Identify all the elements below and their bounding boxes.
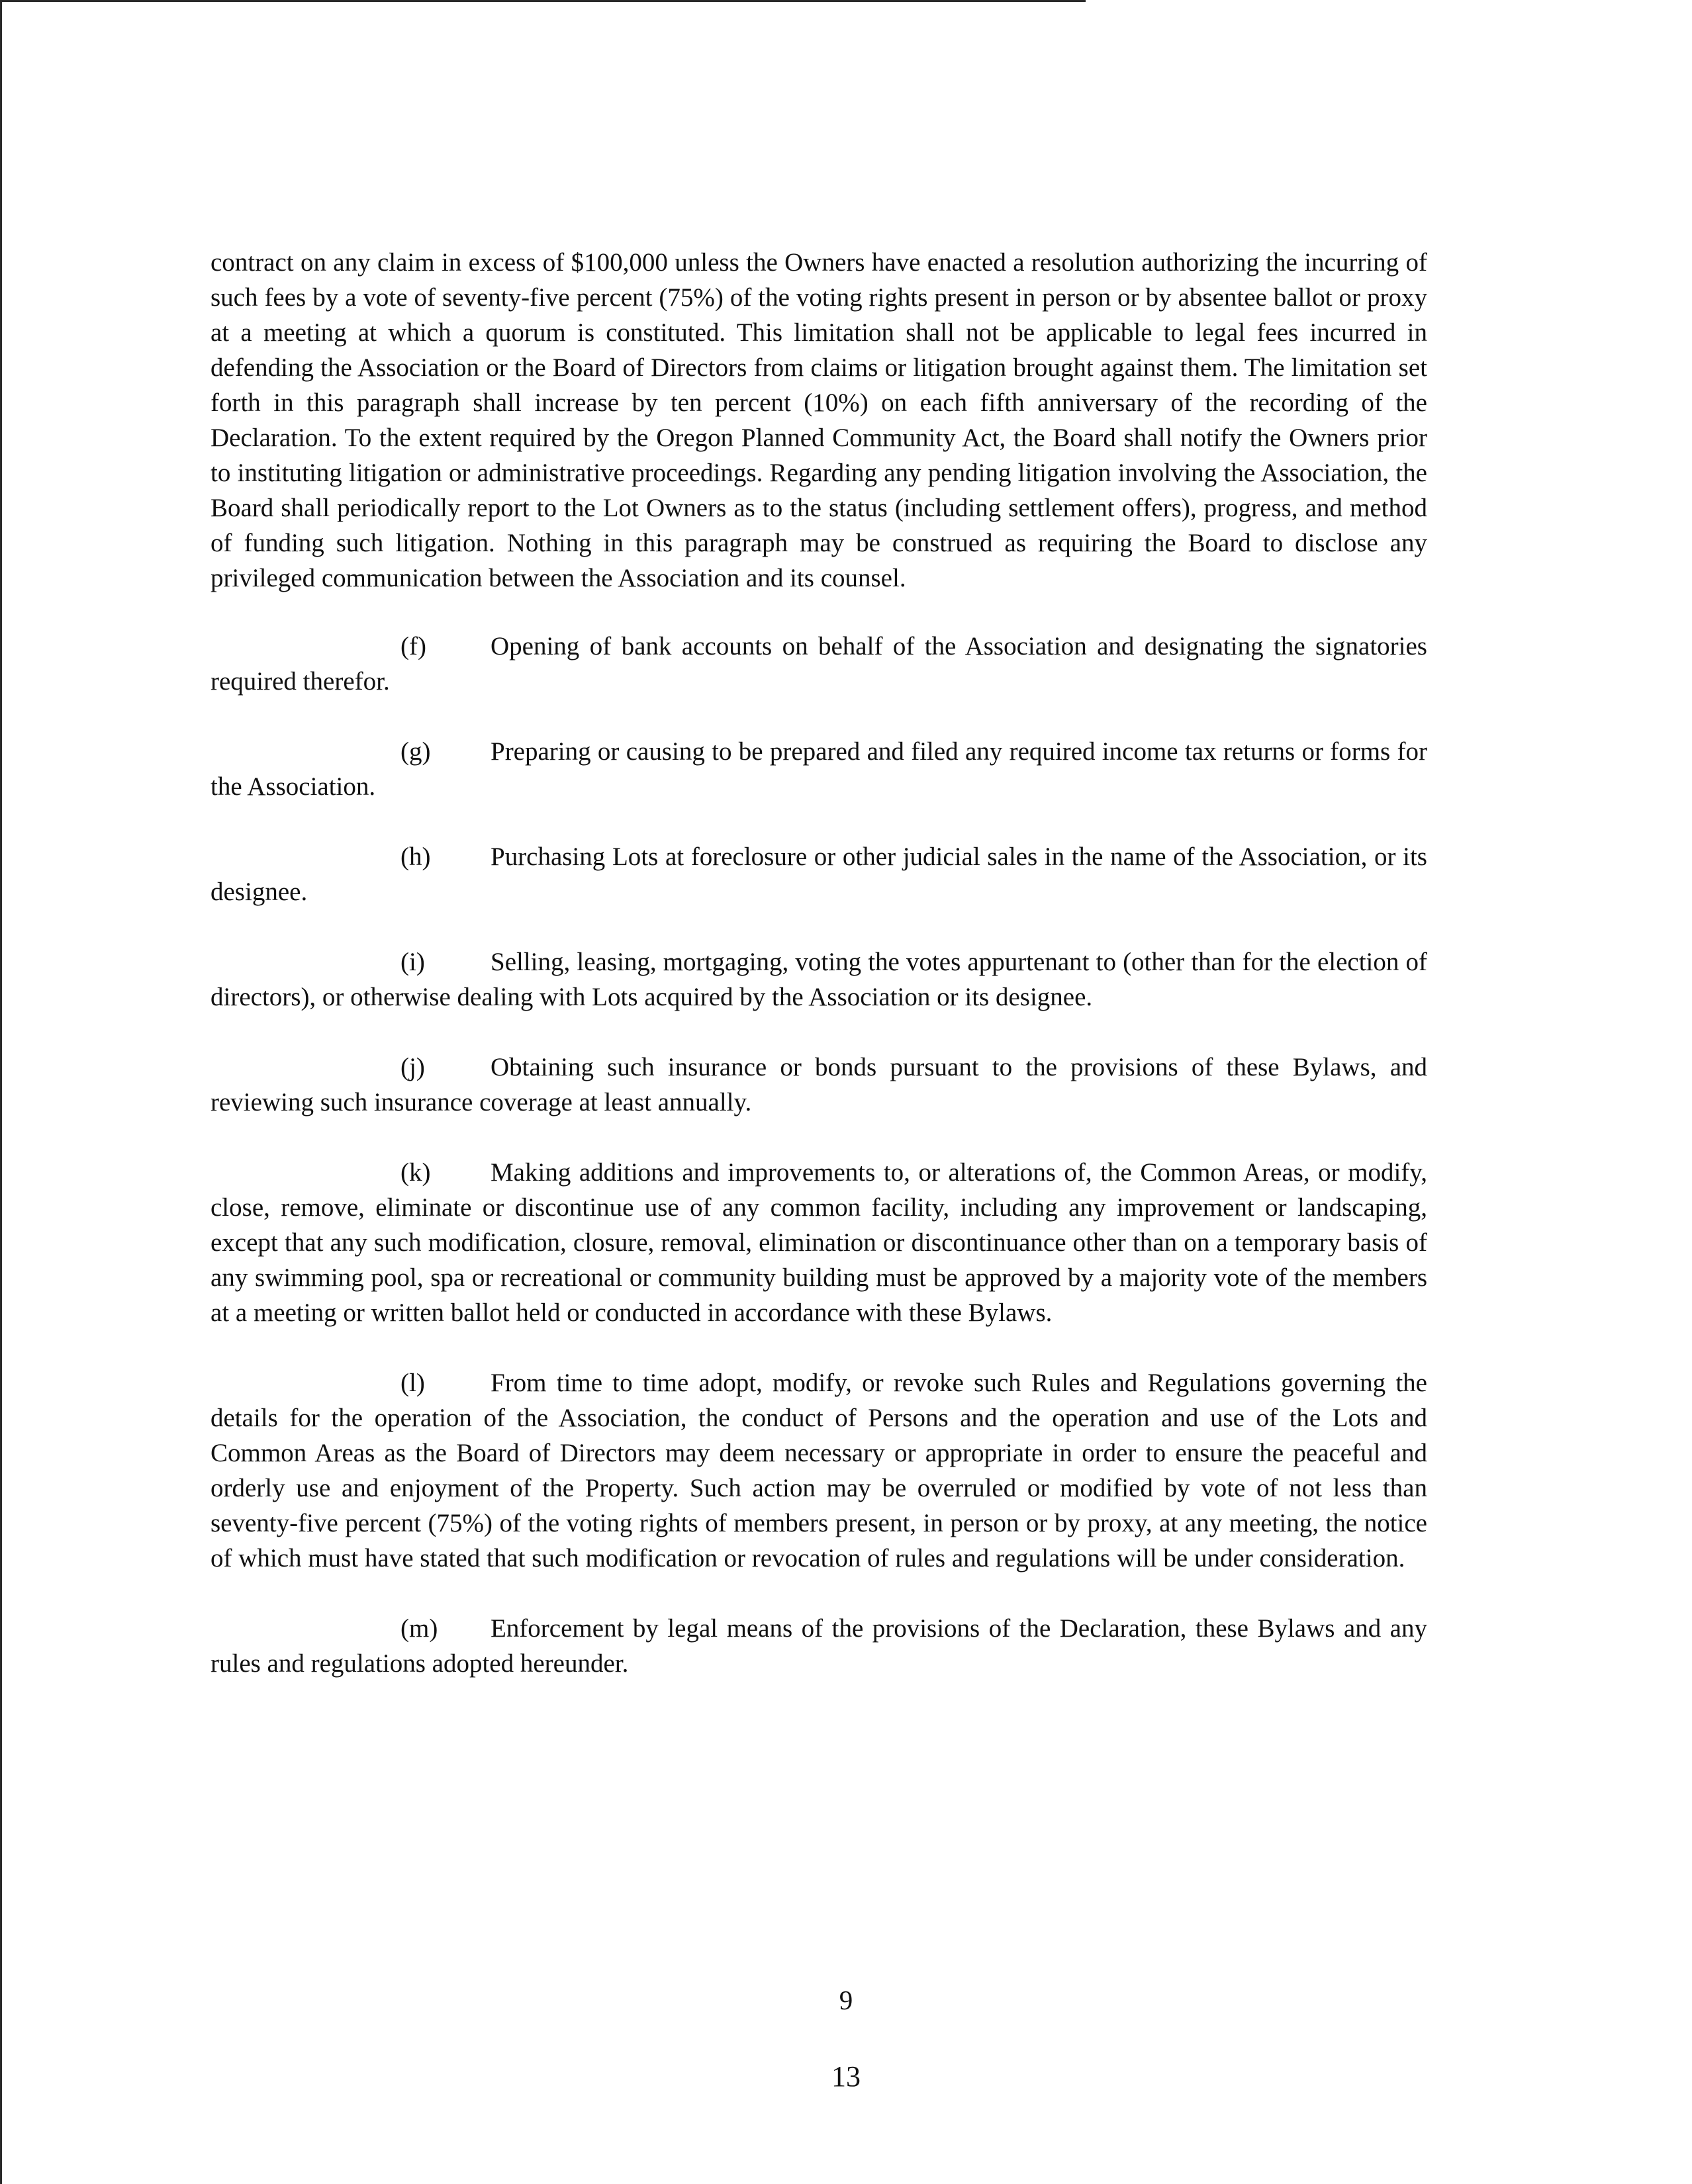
list-item-l (211, 1365, 1427, 1576)
list-item-i (211, 944, 1427, 1015)
intro-paragraph: contract on any claim in excess of $100,000 unless the Owners have enacted a resolution authorizing the incurring of such fees by a vote of seventy-five percent (75%) of the voting rights present in person or by absentee ballot or proxy at a meeting at which a quorum is constituted. This limitation shall not be applicable to legal fees incurred in defending the Association or the Board of Directors from claims or litigation brought against them. The limitation set forth in this paragraph shall increase by ten percent (10%) on each fifth anniversary of the recording of the Declaration. To the extent required by the Oregon Planned Community Act, the Board shall notify the Owners prior to instituting litigation or administrative proceedings. Regarding any pending litigation involving the Association, the Board shall periodically report to the Lot Owners as to the status (including settlement offers), progress, and method of funding such litigation. Nothing in this paragraph may be construed as requiring the Board to disclose any privileged communication between the Association and its counsel. (211, 248, 1427, 592)
item-text: From time to time adopt, modify, or revoke such Rules and Regulations governing the details for the operation of the Association, the conduct of Persons and the operation and use of the Lots and Common Areas as the Board of Directors may deem necessary or appropriate in order to ensure the peaceful and orderly use and enjoyment of the Property. Such action may be overruled or modified by vote of not less than seventy-five percent (75%) of the voting rights of members present, in person or by proxy, at any meeting, the notice of which must have stated that such modification or revocation of rules and regulations will be under consideration. (211, 1369, 1427, 1572)
item-marker: (l) (400, 1369, 425, 1397)
list-item-m (211, 1611, 1427, 1681)
item-text: Obtaining such insurance or bonds pursuant to the provisions of these Bylaws, and reviewing such insurance coverage at least annually. (211, 1053, 1427, 1116)
handwritten-page-stamp: 13 (831, 2060, 861, 2093)
document-body (211, 245, 1427, 1716)
list-item-h (211, 839, 1427, 909)
item-text: Enforcement by legal means of the provisions of the Declaration, these Bylaws and any rules and regulations adopted hereunder. (211, 1614, 1427, 1678)
item-text: Selling, leasing, mortgaging, voting the votes appurtenant to (other than for the election of directors), or otherwise dealing with Lots acquired by the Association or its designee. (211, 948, 1427, 1011)
item-marker: (h) (400, 842, 431, 871)
item-marker: (g) (400, 737, 431, 766)
list-item-j (211, 1050, 1427, 1120)
item-text: Purchasing Lots at foreclosure or other judicial sales in the name of the Association, or its designee. (211, 842, 1427, 906)
item-marker: (f) (400, 632, 426, 660)
item-marker: (k) (400, 1158, 431, 1187)
item-text: Making additions and improvements to, or alterations of, the Common Areas, or modify, close, remove, eliminate or discontinue use of any common facility, including any improvement or landscaping, except that any such modification, closure, removal, elimination or discontinuance other than on a temporary basis of any swimming pool, spa or recreational or community building must be approved by a majority vote of the members at a meeting or written ballot held or conducted in accordance with these Bylaws. (211, 1158, 1427, 1327)
top-border-line (0, 0, 1086, 2)
list-item-k (211, 1155, 1427, 1330)
item-marker: (j) (400, 1053, 425, 1081)
page-number: 9 (839, 1985, 853, 2015)
list-item-f (211, 629, 1427, 699)
item-text: Opening of bank accounts on behalf of the Association and designating the signatories required therefor. (211, 632, 1427, 696)
item-text: Preparing or causing to be prepared and filed any required income tax returns or forms for the Association. (211, 737, 1427, 801)
list-item-g (211, 734, 1427, 804)
item-marker: (i) (400, 948, 425, 976)
left-border-line (0, 0, 2, 2184)
item-marker: (m) (400, 1614, 438, 1643)
